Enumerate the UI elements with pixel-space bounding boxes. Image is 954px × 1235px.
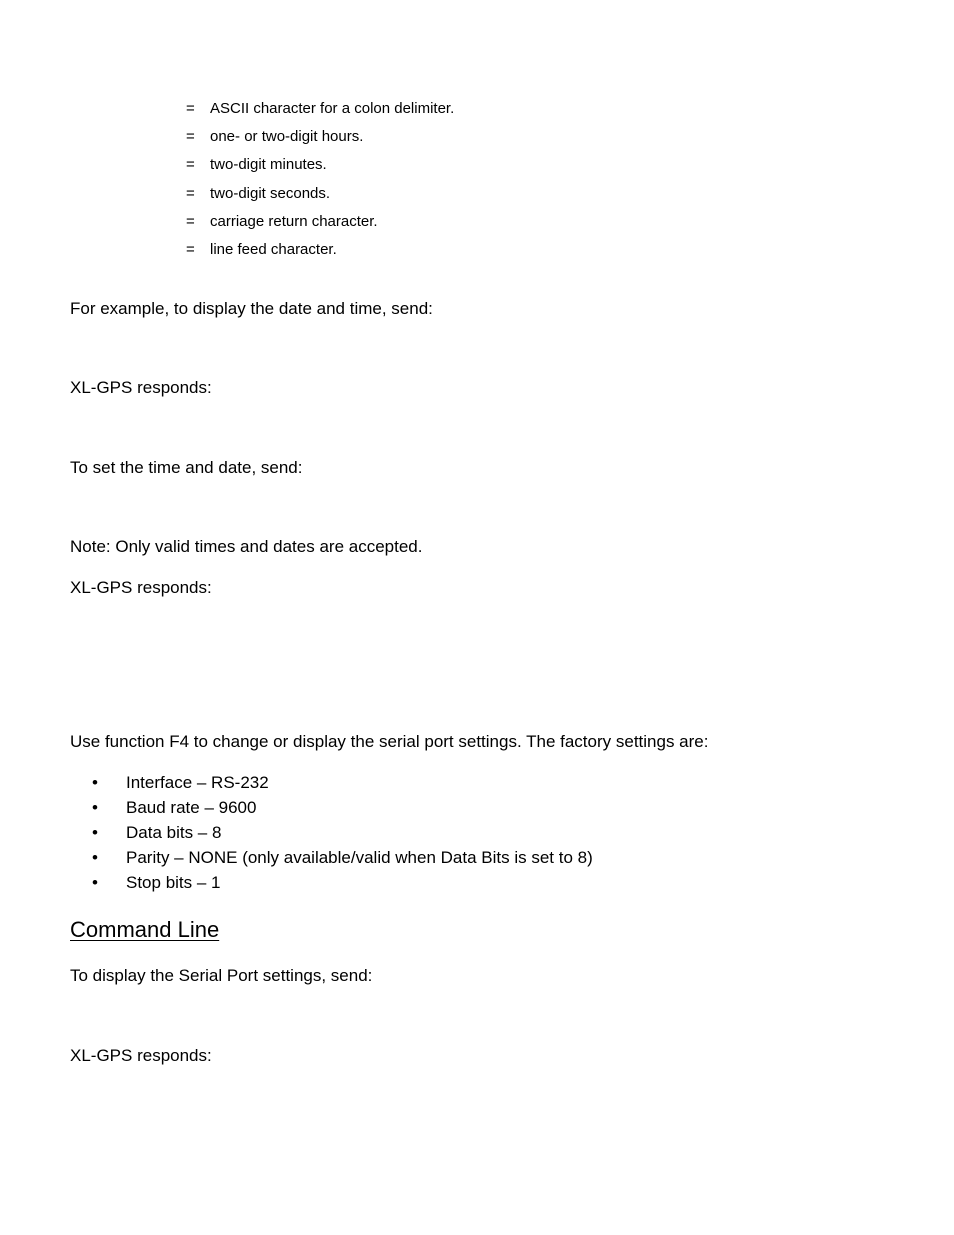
list-item: Stop bits – 1 (126, 873, 221, 892)
list-item: Baud rate – 9600 (126, 798, 257, 817)
bullet-icon: • (92, 873, 98, 892)
display-serial-intro-paragraph: To display the Serial Port settings, send: (70, 966, 373, 985)
responds-paragraph: XL-GPS responds: (70, 1046, 212, 1065)
list-item: Data bits – 8 (126, 823, 222, 842)
definition-text: two-digit minutes. (210, 156, 327, 173)
equals-symbol: = (186, 156, 195, 173)
example-intro-paragraph: For example, to display the date and time, send: (70, 299, 433, 318)
equals-symbol: = (186, 128, 195, 145)
bullet-icon: • (92, 823, 98, 842)
bullet-icon: • (92, 848, 98, 867)
note-paragraph: Note: Only valid times and dates are accepted. (70, 537, 423, 556)
definition-text: one- or two-digit hours. (210, 128, 364, 145)
responds-paragraph: XL-GPS responds: (70, 378, 212, 397)
definition-text: ASCII character for a colon delimiter. (210, 100, 455, 117)
bullet-icon: • (92, 798, 98, 817)
responds-paragraph: XL-GPS responds: (70, 578, 212, 597)
set-time-intro-paragraph: To set the time and date, send: (70, 458, 303, 477)
list-item: Interface – RS-232 (126, 773, 269, 792)
equals-symbol: = (186, 213, 195, 230)
equals-symbol: = (186, 100, 195, 117)
definition-text: two-digit seconds. (210, 185, 331, 202)
section-heading: Command Line (70, 917, 220, 942)
definition-text: line feed character. (210, 241, 337, 258)
bullet-icon: • (92, 773, 98, 792)
definition-text: carriage return character. (210, 213, 378, 230)
f4-intro-paragraph: Use function F4 to change or display the serial port settings. The factory settings are: (70, 732, 709, 751)
equals-symbol: = (186, 241, 195, 258)
equals-symbol: = (186, 185, 195, 202)
list-item: Parity – NONE (only available/valid when Data Bits is set to 8) (126, 848, 593, 867)
